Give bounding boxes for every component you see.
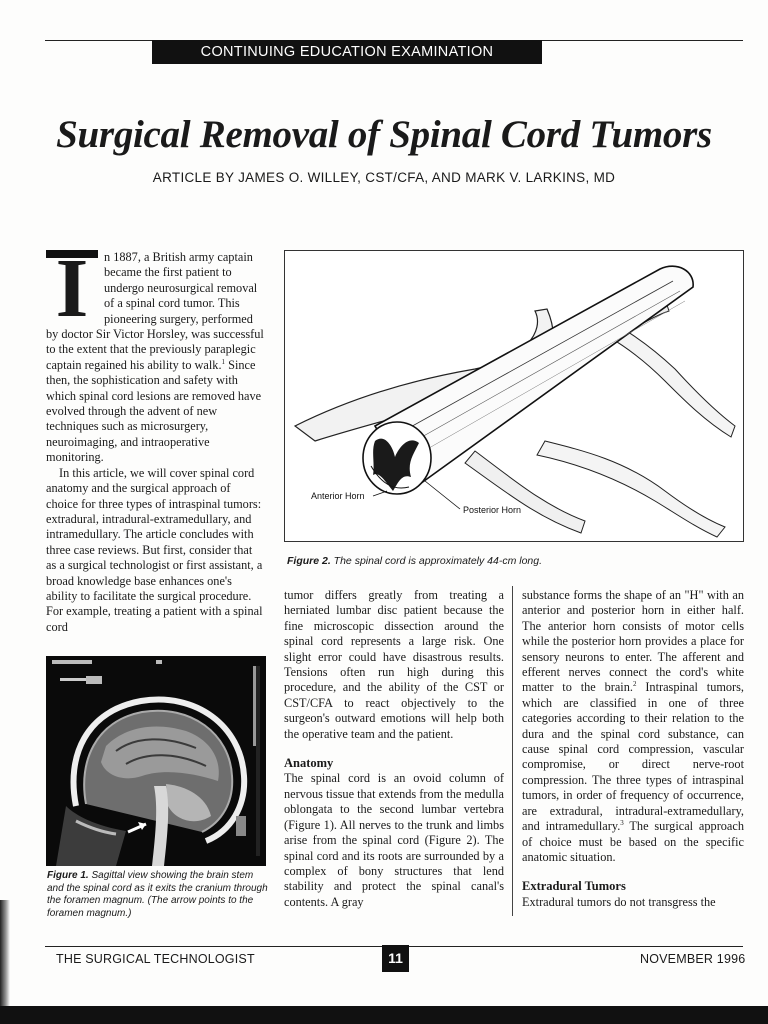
figure-2-caption (287, 555, 747, 567)
intro-text-a: n 1887, a British army captain became the first patient to undergo neurosurgical removal of a spinal cord tumor. This pioneering surgery, performed by doctor Sir Victor Horsley, was successful to the extent that the previously paraplegic captain regained his ability to walk. (46, 250, 264, 372)
footnote-ref: 1 (221, 357, 226, 366)
figure-2-caption-text: The spinal cord is approximately 44-cm long. (330, 555, 543, 567)
label-posterior-horn: Posterior Horn (463, 505, 522, 515)
column-3-text-b: Intraspinal tumors, which are classified in one of three categories according to their relation to the dura and the spinal cord substance, can cause spinal cord compression, vascular compromise, or direct nerve-root compression. The three types of intraspinal tumors, in order of frequency of occurrence, are extradural, intradural-extramedullary, and intramedullary. (522, 680, 745, 834)
column-3-paragraph-2: Extradural tumors do not transgress the (522, 894, 716, 909)
dropcap-box (46, 242, 98, 335)
dropcap-letter: I (55, 242, 89, 335)
anatomy-heading: Anatomy (284, 756, 334, 771)
figure-1-caption-text: Sagittal view showing the brain stem and the spinal cord as it exits the cranium through the foramen magnum. (The arrow points to the foramen magnum.) (47, 870, 268, 919)
section-banner: CONTINUING EDUCATION EXAMINATION (152, 40, 542, 64)
column-3-paragraph-1 (522, 588, 744, 865)
column-divider (512, 586, 513, 916)
figure-2-caption-label: Figure 2. (287, 555, 331, 567)
column-3-text-c: The surgical approach of choice must be based on the specific anatomic situation. (522, 819, 744, 864)
mri-sagittal-drawing (46, 656, 266, 866)
intro-paragraph-1 (46, 242, 264, 466)
footnote-ref-3: 3 (620, 819, 624, 827)
figure-1-mri-image (46, 656, 266, 866)
body-column-2 (284, 588, 504, 910)
article-byline: ARTICLE BY JAMES O. WILLEY, CST/CFA, AND MARK V. LARKINS, MD (152, 170, 616, 185)
page-number: 11 (382, 945, 409, 972)
footnote-ref-2: 2 (632, 680, 637, 689)
column-2-paragraph-1: tumor differs greatly from treating a herniated lumbar disc patient because the fine microscopic dissection around the spinal cord represents a large risk. One slight error could have disastrous results. Tensions often run high during this procedure, and the ability of the CST or CST/CFA to react objectively to the surgeon's outward emotions will help both the operative team and the patient. (284, 588, 504, 741)
figure-2-spinal-cord-illustration (284, 250, 744, 542)
label-anterior-horn: Anterior Horn (311, 491, 365, 501)
figure-1-caption-label: Figure 1. (47, 870, 89, 881)
intro-paragraph-2: In this article, we will cover spinal cord anatomy and the surgical approach of choice for three types of intraspinal tumors: extradural, intradural-extramedullary, and intramedullary. The article concludes with three case reviews. But first, consider that as a surgical technologist or first assistant, a broad knowledge base enhances one's ability to facilitate the surgical procedure. For example, treating a patient with a spinal cord (46, 465, 263, 634)
footer-journal-name: THE SURGICAL TECHNOLOGIST (56, 952, 255, 966)
article-title: Surgical Removal of Spinal Cord Tumors (56, 113, 712, 156)
extradural-heading: Extradural Tumors (522, 879, 626, 894)
intro-text-b: Since then, the sophistication and safety with which spinal cord lesions are removed have evolved through the advent of new techniques such as microsurgery, neuroimaging, and intraoperative monitoring. (46, 357, 262, 465)
column-2-paragraph-2: The spinal cord is an ovoid column of nervous tissue that extends from the medulla oblongata to the second lumbar vertebra (Figure 1). All nerves to the trunk and limbs arise from the spinal cord (Figure 2). The spinal cord and its roots are surrounded by a complex of bony structures that lend stability and protect the spinal canal's contents. A gray (284, 771, 504, 909)
footer-date: NOVEMBER 1996 (640, 952, 746, 966)
spinal-cord-drawing (285, 251, 743, 541)
figure-1-caption (47, 870, 271, 920)
scan-bottom-band (0, 1006, 768, 1024)
intro-column (46, 242, 264, 635)
column-3-text-a: substance forms the shape of an "H" with an anterior and posterior horn in either half. The anterior horn consists of motor cells while the posterior horn provides a place for sensory neurons to enter. The afferent and efferent nerves connect the cord's white matter to the brain. (522, 588, 744, 695)
body-column-3 (522, 588, 744, 910)
